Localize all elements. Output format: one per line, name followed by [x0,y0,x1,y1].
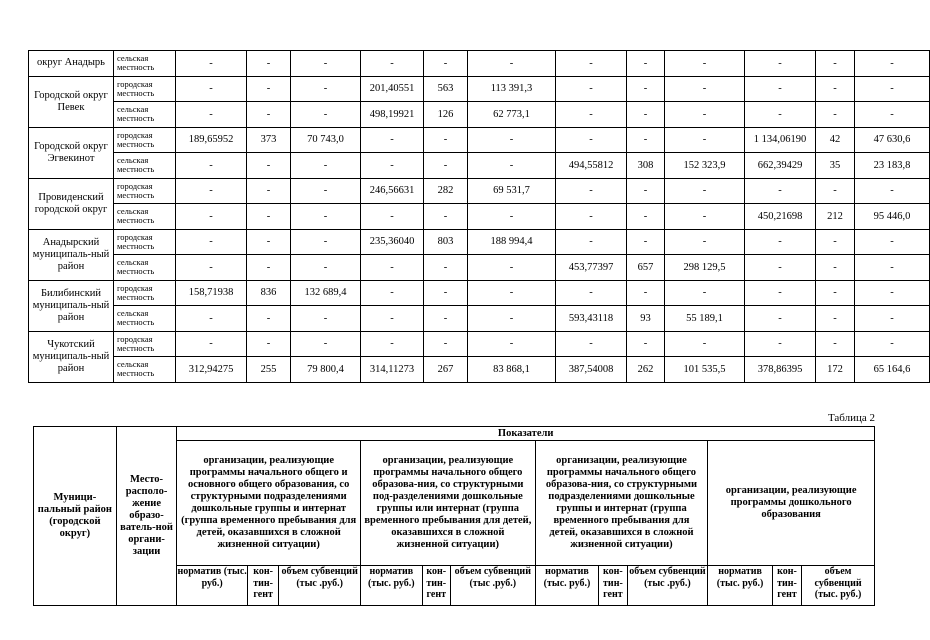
value-cell: - [361,306,424,332]
header-contingent: кон-тин-гент [599,566,627,606]
value-cell: - [176,153,247,179]
value-cell: 113 391,3 [468,76,556,102]
location-cell: городская местность [114,127,176,153]
value-cell: - [855,178,930,204]
value-cell: - [816,255,855,281]
location-cell: городская местность [114,178,176,204]
value-cell: 378,86395 [745,357,816,383]
value-cell: - [556,127,627,153]
value-cell: 47 630,6 [855,127,930,153]
value-cell: - [745,229,816,255]
value-cell: - [855,331,930,357]
value-cell: - [247,229,291,255]
value-cell: - [556,102,627,128]
header-norm: норматив (тыс. руб.) [535,566,599,606]
value-cell: 563 [424,76,468,102]
indicators-table [33,426,875,606]
value-cell: - [816,306,855,332]
value-cell: 79 800,4 [291,357,361,383]
value-cell: - [176,229,247,255]
value-cell: - [468,306,556,332]
value-cell: - [855,306,930,332]
header-contingent: кон-тин-гент [422,566,450,606]
value-cell: - [556,229,627,255]
header-contingent: кон-тин-гент [247,566,278,606]
value-cell: - [745,331,816,357]
value-cell: - [665,127,745,153]
value-cell: - [291,51,361,77]
table-row [29,178,930,204]
value-cell: 314,11273 [361,357,424,383]
value-cell: - [627,127,665,153]
value-cell: - [291,331,361,357]
header-volume: объем субвенций (тыс .руб.) [627,566,708,606]
value-cell: - [627,280,665,306]
value-cell: - [627,204,665,230]
value-cell: - [627,76,665,102]
value-cell: - [361,255,424,281]
value-cell: 312,94275 [176,357,247,383]
header-district: Муници-пальный район (городской округ) [34,427,117,606]
table-row [29,306,930,332]
value-cell: - [424,306,468,332]
location-cell: городская местность [114,229,176,255]
value-cell: - [361,331,424,357]
header-contingent: кон-тин-гент [772,566,801,606]
value-cell: - [816,178,855,204]
value-cell: 662,39429 [745,153,816,179]
header-volume: объем субвенций (тыс .руб.) [279,566,361,606]
value-cell: - [665,76,745,102]
value-cell: - [855,255,930,281]
value-cell: 189,65952 [176,127,247,153]
value-cell: 62 773,1 [468,102,556,128]
value-cell: - [816,331,855,357]
value-cell: 373 [247,127,291,153]
value-cell: - [176,204,247,230]
value-cell: - [291,102,361,128]
value-cell: 387,54008 [556,357,627,383]
value-cell: 188 994,4 [468,229,556,255]
district-cell: Билибинский муниципаль-ный район [29,280,114,331]
table-row [29,255,930,281]
value-cell: - [468,153,556,179]
header-norm: норматив (тыс. руб.) [177,566,248,606]
value-cell: 308 [627,153,665,179]
value-cell: - [468,127,556,153]
value-cell: - [745,178,816,204]
location-cell: сельская местность [114,102,176,128]
value-cell: 158,71938 [176,280,247,306]
value-cell: - [816,229,855,255]
value-cell: - [855,280,930,306]
subsidy-table-body [29,51,930,383]
location-cell: сельская местность [114,306,176,332]
value-cell: - [361,153,424,179]
table-caption: Таблица 2 [827,412,875,424]
value-cell: - [745,102,816,128]
table-row [29,51,930,77]
value-cell: - [176,178,247,204]
value-cell: 23 183,8 [855,153,930,179]
value-cell: - [627,331,665,357]
value-cell: 93 [627,306,665,332]
value-cell: - [627,51,665,77]
value-cell: - [745,280,816,306]
value-cell: - [247,255,291,281]
value-cell: - [855,229,930,255]
value-cell: 836 [247,280,291,306]
value-cell: - [424,255,468,281]
table-row [29,357,930,383]
value-cell: 593,43118 [556,306,627,332]
header-norm: норматив (тыс. руб.) [708,566,773,606]
header-volume: объем субвенций (тыс. руб.) [802,566,875,606]
value-cell: - [468,204,556,230]
value-cell: - [745,255,816,281]
value-cell: - [855,76,930,102]
value-cell: - [247,76,291,102]
value-cell: - [291,255,361,281]
location-cell: сельская местность [114,51,176,77]
value-cell: - [665,331,745,357]
value-cell: 212 [816,204,855,230]
header-location: Место-располо-жение образо-ватель-ной органи-зации [116,427,177,606]
value-cell: - [176,255,247,281]
district-cell: Провиденский городской округ [29,178,114,229]
header-indicators: Показатели [177,427,875,441]
location-cell: городская местность [114,280,176,306]
value-cell: - [361,204,424,230]
value-cell: - [816,51,855,77]
value-cell: - [816,102,855,128]
value-cell: 35 [816,153,855,179]
table-row [29,331,930,357]
value-cell: - [745,51,816,77]
header-group-3: организации, реализующие программы начального общего образова-ния, со структурными подразделениями дошкольные группы и интернат (группа временного пребывания для детей, оказавшихся в сложной жизненной ситуации) [535,441,708,566]
value-cell: - [745,306,816,332]
value-cell: - [424,51,468,77]
value-cell: - [855,102,930,128]
table-row [29,127,930,153]
value-cell: - [291,153,361,179]
value-cell: - [361,280,424,306]
value-cell: - [665,204,745,230]
value-cell: - [176,331,247,357]
value-cell: 498,19921 [361,102,424,128]
value-cell: - [176,76,247,102]
value-cell: - [247,102,291,128]
table-row [29,76,930,102]
district-cell: Анадырский муниципаль-ный район [29,229,114,280]
header-group-4: организации, реализующие программы дошкольного образования [708,441,875,566]
value-cell: - [627,229,665,255]
table-row [29,229,930,255]
value-cell: - [176,306,247,332]
header-group-2: организации, реализующие программы начального общего образова-ния, со структурными под-разделениями дошкольные группы или интернат (группа временного пребывания для детей, оказавшихся в сложной жизненной ситуации) [361,441,536,566]
value-cell: - [291,229,361,255]
location-cell: сельская местность [114,357,176,383]
value-cell: - [424,153,468,179]
value-cell: 453,77397 [556,255,627,281]
value-cell: - [816,76,855,102]
value-cell: 172 [816,357,855,383]
value-cell: 298 129,5 [665,255,745,281]
value-cell: 42 [816,127,855,153]
value-cell: - [816,280,855,306]
value-cell: 152 323,9 [665,153,745,179]
value-cell: 235,36040 [361,229,424,255]
value-cell: - [176,102,247,128]
value-cell: - [556,280,627,306]
value-cell: 65 164,6 [855,357,930,383]
table-row [29,153,930,179]
value-cell: - [556,178,627,204]
location-cell: городская местность [114,76,176,102]
header-group-1: организации, реализующие программы начального общего и основного общего образования, со структурными подразделениями дошкольные группы и интернат (группа временного пребывания для детей, оказавшихся в сложной жизненной ситуации) [177,441,361,566]
table-row [29,204,930,230]
header-norm: норматив (тыс. руб.) [361,566,423,606]
value-cell: - [468,331,556,357]
value-cell: 132 689,4 [291,280,361,306]
value-cell: - [855,51,930,77]
value-cell: - [665,51,745,77]
value-cell: - [247,331,291,357]
district-cell: Городской округ Певек [29,76,114,127]
value-cell: 201,40551 [361,76,424,102]
value-cell: 255 [247,357,291,383]
value-cell: - [247,51,291,77]
value-cell: - [361,127,424,153]
value-cell: - [247,153,291,179]
value-cell: 246,56631 [361,178,424,204]
value-cell: - [468,255,556,281]
value-cell: 101 535,5 [665,357,745,383]
value-cell: - [665,280,745,306]
value-cell: - [556,51,627,77]
value-cell: - [247,178,291,204]
value-cell: - [556,331,627,357]
value-cell: - [424,331,468,357]
value-cell: 1 134,06190 [745,127,816,153]
table-row [29,280,930,306]
value-cell: 70 743,0 [291,127,361,153]
value-cell: 69 531,7 [468,178,556,204]
value-cell: - [468,51,556,77]
value-cell: - [291,306,361,332]
value-cell: - [424,127,468,153]
value-cell: 262 [627,357,665,383]
value-cell: - [665,102,745,128]
value-cell: - [468,280,556,306]
value-cell: 657 [627,255,665,281]
district-cell: округ Анадырь [29,51,114,77]
header-volume: объем субвенций (тыс .руб.) [450,566,535,606]
value-cell: - [247,306,291,332]
value-cell: - [424,280,468,306]
subsidy-table [28,50,930,383]
value-cell: - [291,76,361,102]
value-cell: - [291,178,361,204]
value-cell: - [176,51,247,77]
value-cell: - [665,178,745,204]
value-cell: - [361,51,424,77]
value-cell: - [627,178,665,204]
value-cell: 83 868,1 [468,357,556,383]
value-cell: 803 [424,229,468,255]
location-cell: сельская местность [114,153,176,179]
value-cell: - [556,204,627,230]
district-cell: Чукотский муниципаль-ный район [29,331,114,382]
district-cell: Городской округ Эгвекинот [29,127,114,178]
value-cell: - [627,102,665,128]
value-cell: 450,21698 [745,204,816,230]
value-cell: 55 189,1 [665,306,745,332]
value-cell: - [424,204,468,230]
table-row [29,102,930,128]
value-cell: 95 446,0 [855,204,930,230]
location-cell: сельская местность [114,255,176,281]
value-cell: 494,55812 [556,153,627,179]
location-cell: городская местность [114,331,176,357]
location-cell: сельская местность [114,204,176,230]
value-cell: - [556,76,627,102]
value-cell: - [247,204,291,230]
value-cell: - [745,76,816,102]
value-cell: 126 [424,102,468,128]
value-cell: 267 [424,357,468,383]
value-cell: - [665,229,745,255]
value-cell: 282 [424,178,468,204]
value-cell: - [291,204,361,230]
